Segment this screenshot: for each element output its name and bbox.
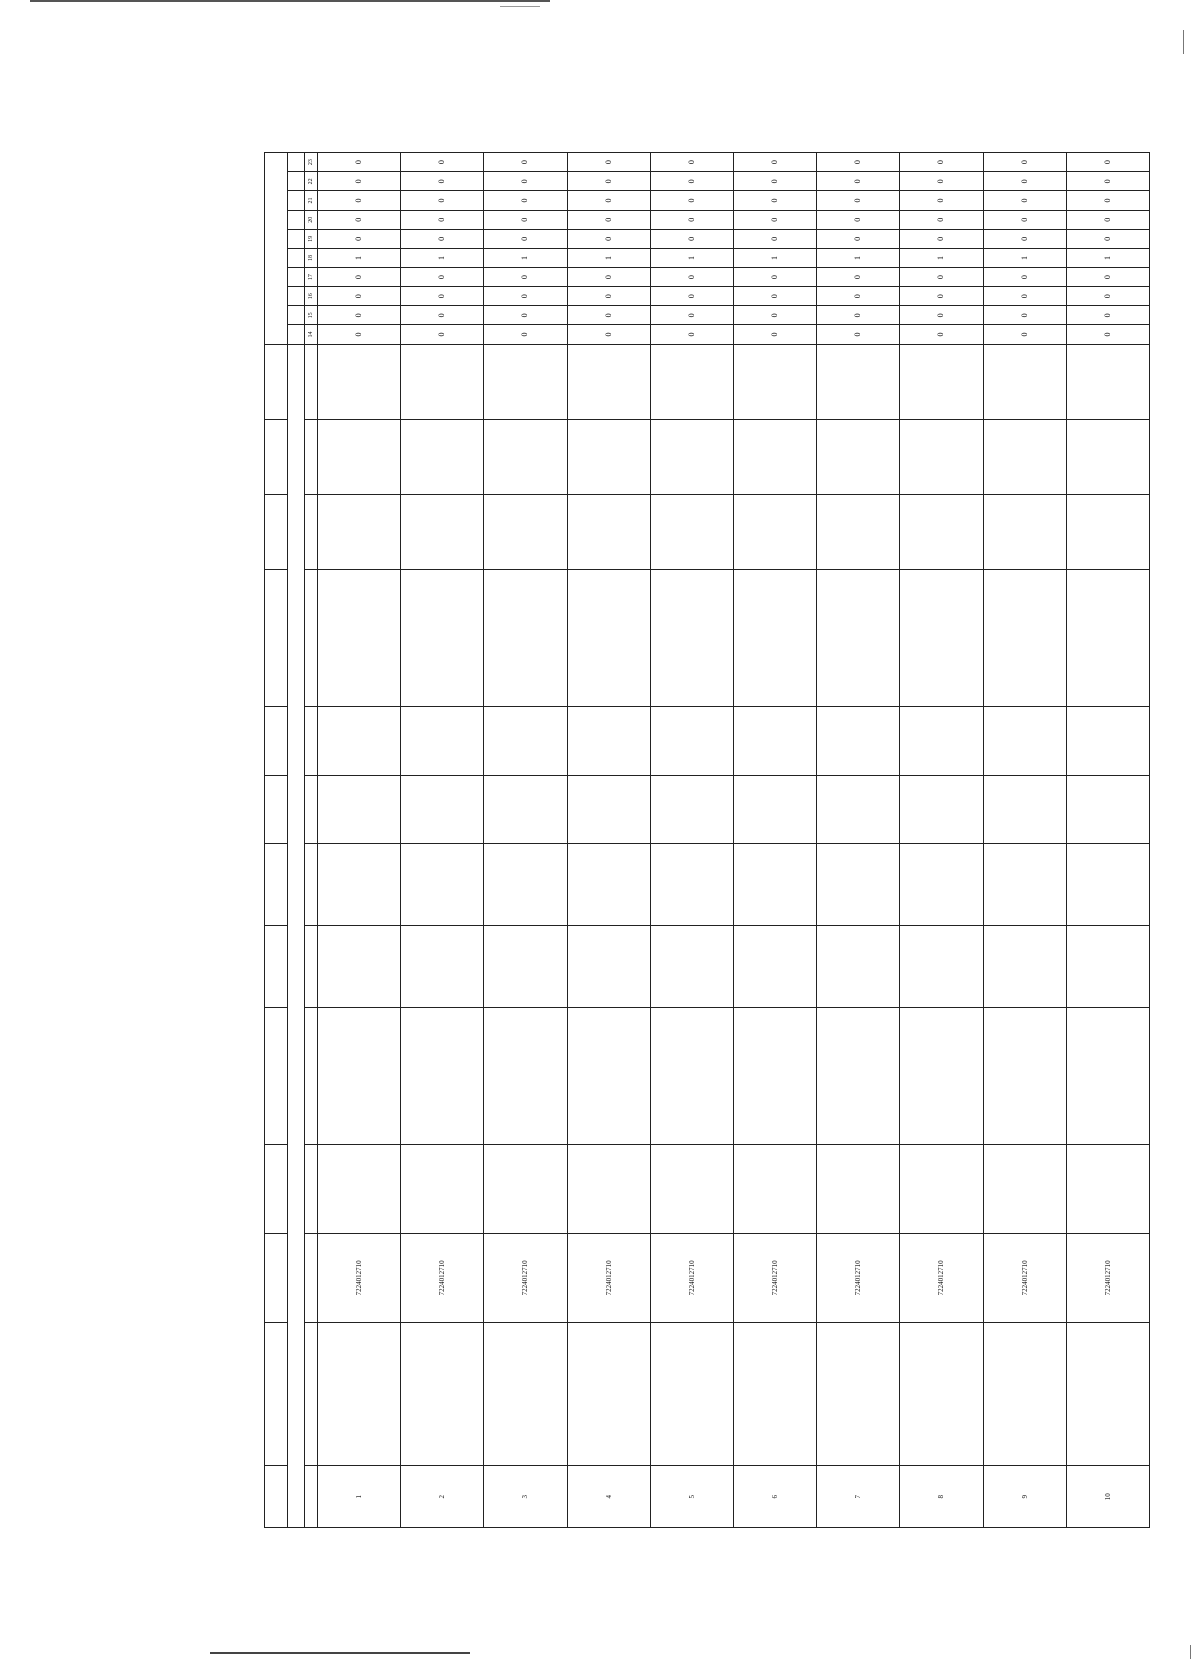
- schedule-cell-10: 0: [650, 153, 733, 172]
- cell-need: [567, 1144, 650, 1233]
- rotated-page: [144, 152, 1150, 1552]
- cell-no: 9: [983, 1466, 1066, 1528]
- cell-att2: [401, 843, 484, 925]
- cell-org: [900, 1322, 983, 1466]
- cell-addr: [983, 1008, 1066, 1145]
- cell-org: [318, 1322, 401, 1466]
- schedule-cell-1: 0: [650, 325, 733, 344]
- cell-life: [401, 344, 484, 419]
- schedule-cell-1: 0: [1066, 325, 1149, 344]
- cell-needv: [900, 707, 983, 775]
- schedule-year-5: [288, 248, 305, 267]
- schedule-cell-8: 0: [733, 191, 816, 210]
- schedule-cell-3: 0: [817, 287, 900, 306]
- schedule-cell-5: 1: [650, 248, 733, 267]
- schedule-cell-3: 0: [900, 287, 983, 306]
- cell-no: 5: [650, 1466, 733, 1528]
- cell-att: [817, 926, 900, 1008]
- schedule-years-row: [288, 153, 305, 1528]
- cell-type: [983, 570, 1066, 707]
- cell-life: [650, 344, 733, 419]
- schedule-cell-10: 0: [567, 153, 650, 172]
- colnum-12: [305, 419, 318, 494]
- cell-model: [733, 495, 816, 570]
- cell-att2: [650, 843, 733, 925]
- schedule-cell-3: 0: [983, 287, 1066, 306]
- schedule-cell-10: 0: [401, 153, 484, 172]
- cell-att2: [817, 843, 900, 925]
- cell-needv: [401, 707, 484, 775]
- schedule-cell-2: 0: [733, 306, 816, 325]
- table-row: [733, 153, 816, 1528]
- cell-type: [733, 570, 816, 707]
- cell-model: [484, 495, 567, 570]
- cell-need: [318, 1144, 401, 1233]
- header-vehicles-needed: [265, 707, 288, 775]
- cell-needv: [567, 707, 650, 775]
- schedule-cell-9: 0: [401, 172, 484, 191]
- schedule-year-2: [288, 306, 305, 325]
- header-model: [265, 495, 288, 570]
- schedule-cell-7: 0: [318, 210, 401, 229]
- cell-att2: [567, 843, 650, 925]
- schedule-cell-4: 0: [318, 268, 401, 287]
- cell-need: [983, 1144, 1066, 1233]
- schedule-cell-7: 0: [733, 210, 816, 229]
- colnum-8: [305, 775, 318, 843]
- cell-no: 7: [817, 1466, 900, 1528]
- header-need-flag: [265, 1144, 288, 1233]
- cell-life: [983, 344, 1066, 419]
- schedule-cell-7: 0: [817, 210, 900, 229]
- cell-no: 4: [567, 1466, 650, 1528]
- schedule-cell-7: 0: [983, 210, 1066, 229]
- cell-att: [1066, 926, 1149, 1008]
- colnum-3: [305, 1233, 318, 1322]
- schedule-colnum-10: 23: [305, 153, 318, 172]
- schedule-cell-10: 0: [900, 153, 983, 172]
- schedule-year-9: [288, 172, 305, 191]
- cell-needv: [318, 707, 401, 775]
- header-conditions: [265, 775, 288, 843]
- schedule-cell-10: 0: [983, 153, 1066, 172]
- schedule-cell-6: 0: [733, 229, 816, 248]
- cell-type: [567, 570, 650, 707]
- cell-model: [900, 495, 983, 570]
- schedule-cell-7: 0: [650, 210, 733, 229]
- schedule-cell-3: 0: [650, 287, 733, 306]
- cell-addr: [318, 1008, 401, 1145]
- cell-att2: [318, 843, 401, 925]
- schedule-cell-6: 0: [318, 229, 401, 248]
- schedule-cell-4: 0: [1066, 268, 1149, 287]
- cell-needv: [817, 707, 900, 775]
- cell-att2: [733, 843, 816, 925]
- schedule-cell-4: 0: [401, 268, 484, 287]
- cell-cond: [650, 775, 733, 843]
- cell-needv: [484, 707, 567, 775]
- schedule-cell-5: 1: [733, 248, 816, 267]
- schedule-colnum-8: 21: [305, 191, 318, 210]
- schedule-cell-7: 0: [484, 210, 567, 229]
- schedule-year-6: [288, 229, 305, 248]
- header-replacement-schedule: [265, 153, 288, 345]
- schedule-cell-8: 0: [650, 191, 733, 210]
- schedule-cell-9: 0: [900, 172, 983, 191]
- schedule-cell-3: 0: [318, 287, 401, 306]
- schedule-years-spacer: [288, 344, 305, 1527]
- header-no: [265, 1466, 288, 1528]
- schedule-cell-6: 0: [567, 229, 650, 248]
- cell-cond: [817, 775, 900, 843]
- schedule-cell-5: 1: [318, 248, 401, 267]
- cell-need: [817, 1144, 900, 1233]
- schedule-cell-8: 0: [401, 191, 484, 210]
- schedule-cell-6: 0: [401, 229, 484, 248]
- schedule-cell-6: 0: [817, 229, 900, 248]
- schedule-year-1: [288, 325, 305, 344]
- cell-att2: [983, 843, 1066, 925]
- schedule-cell-8: 0: [567, 191, 650, 210]
- table-row: [983, 153, 1066, 1528]
- cell-att: [318, 926, 401, 1008]
- schedule-cell-7: 0: [900, 210, 983, 229]
- schedule-cell-1: 0: [733, 325, 816, 344]
- schedule-year-7: [288, 210, 305, 229]
- cell-date: [900, 419, 983, 494]
- schedule-cell-1: 0: [567, 325, 650, 344]
- cell-cond: [983, 775, 1066, 843]
- table-row: [650, 153, 733, 1528]
- schedule-year-8: [288, 191, 305, 210]
- cell-no: 1: [318, 1466, 401, 1528]
- cell-type: [650, 570, 733, 707]
- cell-date: [401, 419, 484, 494]
- schedule-cell-5: 1: [1066, 248, 1149, 267]
- cell-model: [318, 495, 401, 570]
- cell-life: [318, 344, 401, 419]
- cell-att: [900, 926, 983, 1008]
- scan-mark-bottom: [1190, 1645, 1191, 1659]
- cell-inn: 7224012710: [900, 1233, 983, 1322]
- cell-att: [401, 926, 484, 1008]
- schedule-cell-10: 0: [484, 153, 567, 172]
- schedule-cell-3: 0: [484, 287, 567, 306]
- schedule-colnum-5: 18: [305, 248, 318, 267]
- schedule-cell-10: 0: [733, 153, 816, 172]
- cell-att2: [1066, 843, 1149, 925]
- schedule-cell-8: 0: [817, 191, 900, 210]
- header-service-life: [265, 344, 288, 419]
- header-attached-population: [265, 926, 288, 1008]
- table-row: [817, 153, 900, 1528]
- schedule-cell-3: 0: [567, 287, 650, 306]
- colnum-4: [305, 1144, 318, 1233]
- cell-date: [733, 419, 816, 494]
- cell-att: [650, 926, 733, 1008]
- cell-type: [401, 570, 484, 707]
- schedule-cell-2: 0: [484, 306, 567, 325]
- schedule-cell-2: 0: [900, 306, 983, 325]
- schedule-colnum-1: 14: [305, 325, 318, 344]
- schedule-cell-4: 0: [567, 268, 650, 287]
- cell-model: [817, 495, 900, 570]
- schedule-cell-6: 0: [650, 229, 733, 248]
- cell-addr: [567, 1008, 650, 1145]
- cell-org: [733, 1322, 816, 1466]
- schedule-colnum-2: 15: [305, 306, 318, 325]
- cell-addr: [401, 1008, 484, 1145]
- cell-type: [900, 570, 983, 707]
- cell-needv: [650, 707, 733, 775]
- schedule-cell-8: 0: [1066, 191, 1149, 210]
- schedule-cell-9: 0: [484, 172, 567, 191]
- cell-model: [567, 495, 650, 570]
- schedule-cell-3: 0: [733, 287, 816, 306]
- cell-att: [733, 926, 816, 1008]
- schedule-cell-10: 0: [1066, 153, 1149, 172]
- schedule-cell-10: 0: [817, 153, 900, 172]
- scan-mark-right: [1183, 30, 1184, 54]
- cell-model: [401, 495, 484, 570]
- colnum-11: [305, 495, 318, 570]
- cell-inn: 7224012710: [318, 1233, 401, 1322]
- schedule-cell-5: 1: [401, 248, 484, 267]
- cell-cond: [401, 775, 484, 843]
- header-release-date: [265, 419, 288, 494]
- cell-addr: [484, 1008, 567, 1145]
- cell-no: 10: [1066, 1466, 1149, 1528]
- cell-org: [817, 1322, 900, 1466]
- cell-inn: 7224012710: [983, 1233, 1066, 1322]
- cell-type: [1066, 570, 1149, 707]
- schedule-cell-5: 1: [983, 248, 1066, 267]
- cell-type: [484, 570, 567, 707]
- schedule-cell-5: 1: [567, 248, 650, 267]
- schedule-cell-9: 0: [733, 172, 816, 191]
- header-inn: [265, 1233, 288, 1322]
- cell-date: [983, 419, 1066, 494]
- cell-model: [650, 495, 733, 570]
- cell-addr: [900, 1008, 983, 1145]
- column-numbers-row: [305, 153, 318, 1528]
- cell-att: [567, 926, 650, 1008]
- cell-date: [650, 419, 733, 494]
- schedule-cell-9: 0: [1066, 172, 1149, 191]
- cell-att2: [900, 843, 983, 925]
- schedule-cell-9: 0: [318, 172, 401, 191]
- schedule-cell-4: 0: [650, 268, 733, 287]
- schedule-cell-9: 0: [983, 172, 1066, 191]
- cell-org: [650, 1322, 733, 1466]
- schedule-colnum-4: 17: [305, 268, 318, 287]
- cell-life: [900, 344, 983, 419]
- schedule-cell-4: 0: [817, 268, 900, 287]
- cell-need: [1066, 1144, 1149, 1233]
- table-row: [484, 153, 567, 1528]
- schedule-cell-8: 0: [484, 191, 567, 210]
- schedule-year-10: [288, 153, 305, 172]
- schedule-cell-8: 0: [900, 191, 983, 210]
- colnum-13: [305, 344, 318, 419]
- cell-no: 8: [900, 1466, 983, 1528]
- cell-addr: [650, 1008, 733, 1145]
- cell-type: [318, 570, 401, 707]
- cell-life: [733, 344, 816, 419]
- schedule-cell-6: 0: [484, 229, 567, 248]
- schedule-colnum-9: 22: [305, 172, 318, 191]
- cell-inn: 7224012710: [567, 1233, 650, 1322]
- table-row: [401, 153, 484, 1528]
- cell-cond: [318, 775, 401, 843]
- schedule-cell-4: 0: [983, 268, 1066, 287]
- schedule-cell-4: 0: [900, 268, 983, 287]
- schedule-cell-6: 0: [1066, 229, 1149, 248]
- cell-life: [1066, 344, 1149, 419]
- schedule-cell-1: 0: [817, 325, 900, 344]
- cell-cond: [567, 775, 650, 843]
- cell-inn: 7224012710: [1066, 1233, 1149, 1322]
- cell-model: [983, 495, 1066, 570]
- schedule-cell-7: 0: [567, 210, 650, 229]
- cell-date: [318, 419, 401, 494]
- schedule-cell-2: 0: [983, 306, 1066, 325]
- schedule-cell-9: 0: [817, 172, 900, 191]
- cell-org: [567, 1322, 650, 1466]
- cell-addr: [817, 1008, 900, 1145]
- cell-org: [484, 1322, 567, 1466]
- colnum-1: [305, 1466, 318, 1528]
- schedule-cell-1: 0: [983, 325, 1066, 344]
- schedule-cell-6: 0: [900, 229, 983, 248]
- cell-need: [401, 1144, 484, 1233]
- schedule-cell-9: 0: [567, 172, 650, 191]
- cell-att: [484, 926, 567, 1008]
- scan-line-bottom: [210, 1652, 470, 1654]
- cell-org: [1066, 1322, 1149, 1466]
- cell-date: [817, 419, 900, 494]
- schedule-cell-4: 0: [484, 268, 567, 287]
- cell-no: 3: [484, 1466, 567, 1528]
- cell-life: [484, 344, 567, 419]
- cell-cond: [733, 775, 816, 843]
- cell-inn: 7224012710: [817, 1233, 900, 1322]
- cell-inn: 7224012710: [484, 1233, 567, 1322]
- cell-needv: [733, 707, 816, 775]
- schedule-cell-2: 0: [650, 306, 733, 325]
- cell-date: [1066, 419, 1149, 494]
- schedule-cell-5: 1: [817, 248, 900, 267]
- cell-date: [567, 419, 650, 494]
- table-row: [318, 153, 401, 1528]
- schedule-cell-2: 0: [567, 306, 650, 325]
- schedule-cell-5: 1: [484, 248, 567, 267]
- header-org: [265, 1322, 288, 1466]
- cell-inn: 7224012710: [733, 1233, 816, 1322]
- cell-inn: 7224012710: [401, 1233, 484, 1322]
- cell-date: [484, 419, 567, 494]
- cell-org: [983, 1322, 1066, 1466]
- header-vehicle-type: [265, 570, 288, 707]
- table-row: [567, 153, 650, 1528]
- schedule-cell-1: 0: [318, 325, 401, 344]
- cell-needv: [1066, 707, 1149, 775]
- cell-att2: [484, 843, 567, 925]
- cell-inn: 7224012710: [650, 1233, 733, 1322]
- schedule-cell-1: 0: [484, 325, 567, 344]
- schedule-colnum-7: 20: [305, 210, 318, 229]
- cell-org: [401, 1322, 484, 1466]
- cell-need: [484, 1144, 567, 1233]
- cell-needv: [983, 707, 1066, 775]
- schedule-year-4: [288, 268, 305, 287]
- cell-need: [733, 1144, 816, 1233]
- colnum-6: [305, 926, 318, 1008]
- schedule-year-3: [288, 287, 305, 306]
- colnum-9: [305, 707, 318, 775]
- cell-addr: [733, 1008, 816, 1145]
- cell-no: 2: [401, 1466, 484, 1528]
- cell-life: [817, 344, 900, 419]
- header-row: [265, 153, 288, 1528]
- schedule-cell-7: 0: [401, 210, 484, 229]
- colnum-5: [305, 1008, 318, 1145]
- cell-cond: [484, 775, 567, 843]
- cell-life: [567, 344, 650, 419]
- schedule-cell-9: 0: [650, 172, 733, 191]
- header-attached-population-unit: [265, 843, 288, 925]
- cell-cond: [1066, 775, 1149, 843]
- schedule-cell-2: 0: [817, 306, 900, 325]
- schedule-cell-2: 0: [318, 306, 401, 325]
- vehicle-register-table: [264, 152, 1150, 1528]
- cell-model: [1066, 495, 1149, 570]
- colnum-10: [305, 570, 318, 707]
- cell-addr: [1066, 1008, 1149, 1145]
- schedule-cell-2: 0: [401, 306, 484, 325]
- schedule-cell-1: 0: [900, 325, 983, 344]
- schedule-colnum-3: 16: [305, 287, 318, 306]
- cell-att: [983, 926, 1066, 1008]
- cell-type: [817, 570, 900, 707]
- cell-cond: [900, 775, 983, 843]
- cell-need: [650, 1144, 733, 1233]
- schedule-cell-4: 0: [733, 268, 816, 287]
- schedule-cell-2: 0: [1066, 306, 1149, 325]
- scan-edge-top: [30, 0, 550, 2]
- cell-no: 6: [733, 1466, 816, 1528]
- colnum-7: [305, 843, 318, 925]
- schedule-cell-8: 0: [318, 191, 401, 210]
- schedule-cell-5: 1: [900, 248, 983, 267]
- table-body: [318, 153, 1150, 1528]
- schedule-cell-1: 0: [401, 325, 484, 344]
- schedule-cell-6: 0: [983, 229, 1066, 248]
- table-row: [1066, 153, 1149, 1528]
- schedule-colnum-6: 19: [305, 229, 318, 248]
- cell-need: [900, 1144, 983, 1233]
- schedule-cell-7: 0: [1066, 210, 1149, 229]
- schedule-cell-3: 0: [1066, 287, 1149, 306]
- table-row: [900, 153, 983, 1528]
- schedule-cell-3: 0: [401, 287, 484, 306]
- schedule-cell-8: 0: [983, 191, 1066, 210]
- schedule-cell-10: 0: [318, 153, 401, 172]
- scan-edge-top-short: [500, 6, 540, 7]
- header-address: [265, 1008, 288, 1145]
- colnum-2: [305, 1322, 318, 1466]
